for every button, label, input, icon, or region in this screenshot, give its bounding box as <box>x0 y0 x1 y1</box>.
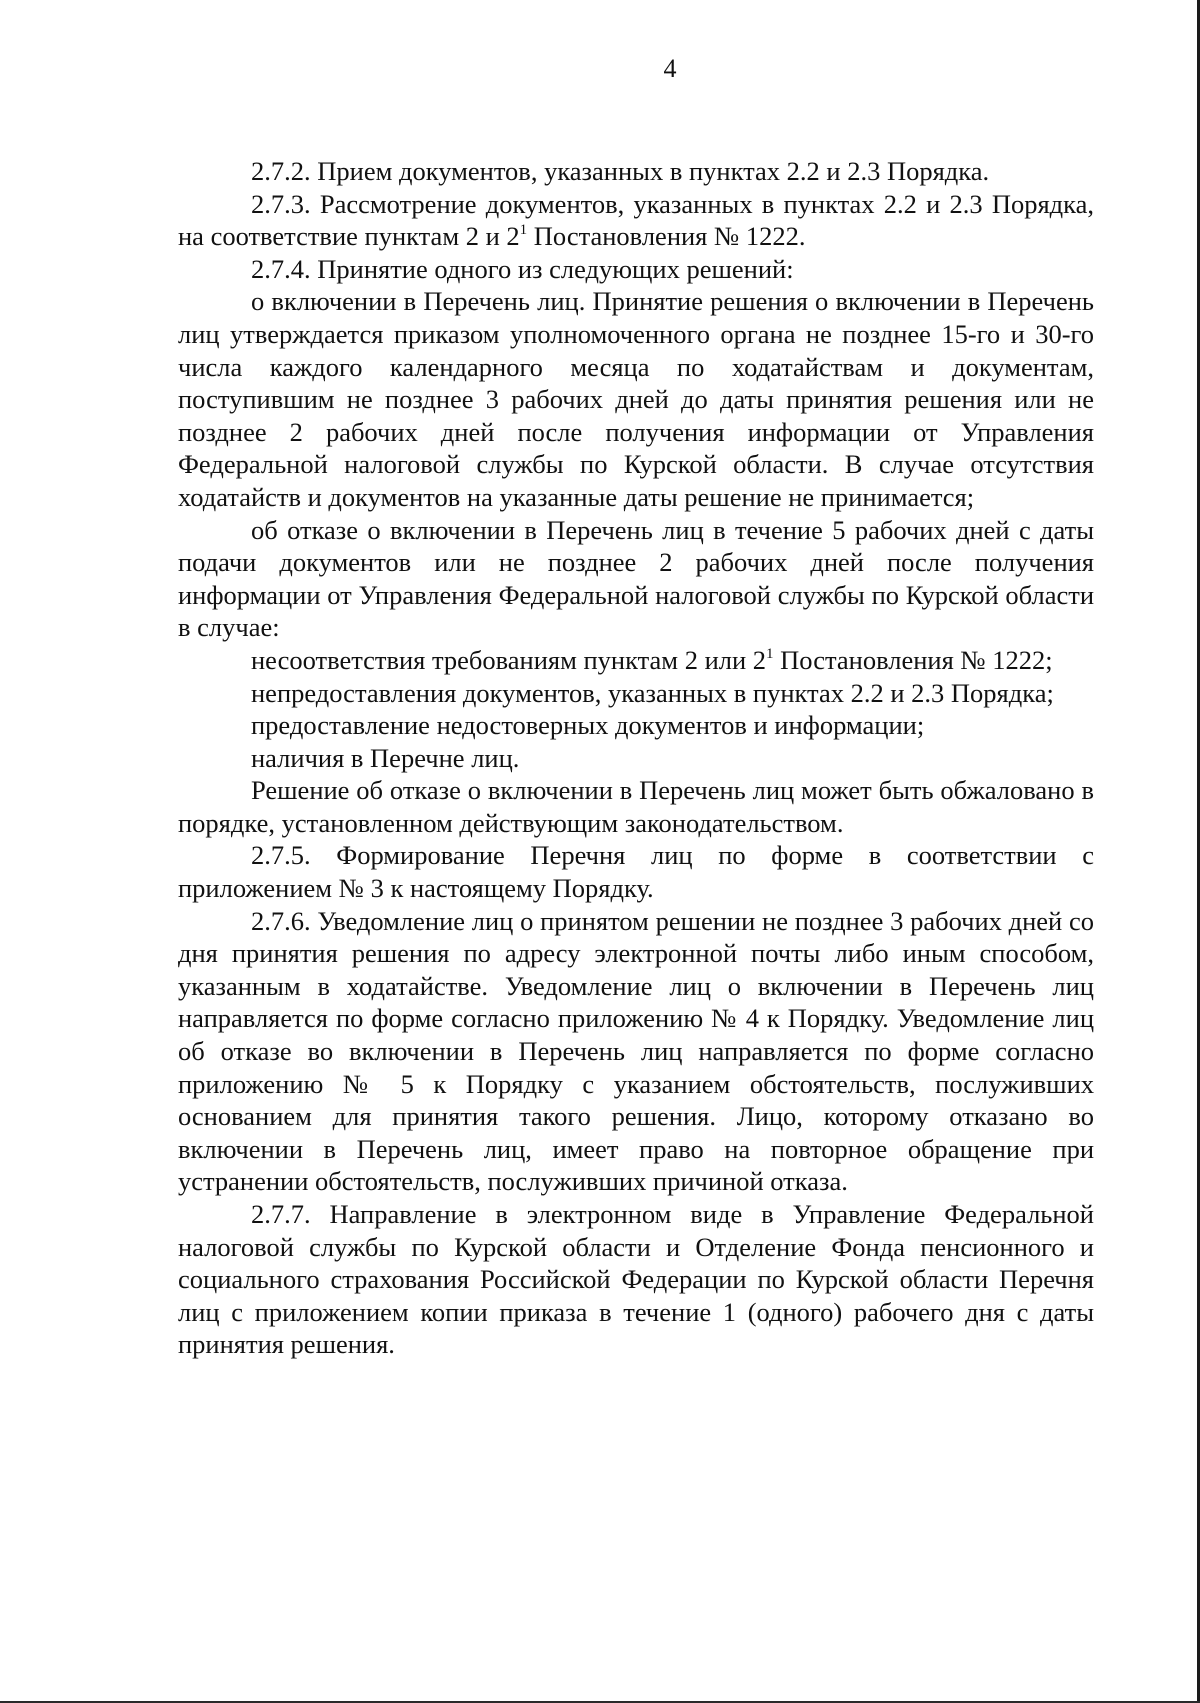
refusal-reason-1-text-b: Постановления № 1222; <box>773 644 1053 675</box>
superscript-1: 1 <box>519 222 528 239</box>
paragraph-2-7-7: 2.7.7. Направление в электронном виде в Управление Федеральной налоговой службы по Курской области и Отделение Фонда пенсионного и социального страхования Российской Федерации по Курской области Перечня лиц с приложением копии приказа в течение 1 (одного) рабочего дня с даты принятия решения. <box>178 1199 1094 1360</box>
paragraph-2-7-4: 2.7.4. Принятие одного из следующих решений: <box>251 253 794 284</box>
document-body <box>178 155 1094 1361</box>
page-number: 4 <box>663 54 677 83</box>
paragraph-2-7-3 <box>178 188 1094 253</box>
refusal-reason-1-text-a: несоответствия требованиям пунктам 2 или 2 <box>251 644 767 675</box>
refusal-reason-2: непредоставления документов, указанных в пунктах 2.2 и 2.3 Порядка; <box>251 677 1054 708</box>
superscript-1: 1 <box>766 645 774 662</box>
paragraph-refuse-decision: об отказе о включении в Перечень лиц в течение 5 рабочих дней с даты подачи документов или не позднее 2 рабочих дней после получения информации от Управления Федеральной налоговой службы по Курской области в случае: <box>178 514 1094 643</box>
paragraph-2-7-6: 2.7.6. Уведомление лиц о принятом решении не позднее 3 рабочих дней со дня принятия решения по адресу электронной почты либо иным способом, указанным в ходатайстве. Уведомление лиц о включении в Перечень лиц направляется по форме согласно приложению № 4 к Порядку. Уведомление лиц об отказе во включении в Перечень лиц направляется по форме согласно приложению № 5 к Порядку с указанием обстоятельств, послуживших основанием для принятия такого решения. Лицо, которому отказано во включении в Перечень лиц, имеет право на повторное обращение при устранении обстоятельств, послуживших причиной отказа. <box>178 905 1094 1197</box>
refusal-reason-3: предоставление недостоверных документов и информации; <box>251 710 925 741</box>
paragraph-include-decision: о включении в Перечень лиц. Принятие решения о включении в Перечень лиц утверждается приказом уполномоченного органа не позднее 15-го и 30-го числа каждого календарного месяца по ходатайствам и документам, поступившим не позднее 3 рабочих дней до даты принятия решения или не позднее 2 рабочих дней после получения информации от Управления Федеральной налоговой службы по Курской области. В случае отсутствия ходатайств и документов на указанные даты решение не принимается; <box>178 286 1094 512</box>
paragraph-appeal: Решение об отказе о включении в Перечень лиц может быть обжаловано в порядке, установленном действующим законодательством. <box>178 775 1094 838</box>
paragraph-2-7-3-text-a: 2.7.3. Рассмотрение документов, указанных в пунктах 2.2 и 2.3 Порядка, на соответствие пунктам 2 и 2 <box>178 188 1094 252</box>
paragraph-2-7-5: 2.7.5. Формирование Перечня лиц по форме в соответствии с приложением № 3 к настоящему Порядку. <box>178 840 1094 904</box>
refusal-reason-4: наличия в Перечне лиц. <box>251 742 520 773</box>
paragraph-2-7-3-text-b: Постановления № 1222. <box>527 221 806 252</box>
paragraph-2-7-2: 2.7.2. Прием документов, указанных в пунктах 2.2 и 2.3 Порядка. <box>251 156 990 186</box>
refusal-reason-1 <box>178 644 1094 677</box>
